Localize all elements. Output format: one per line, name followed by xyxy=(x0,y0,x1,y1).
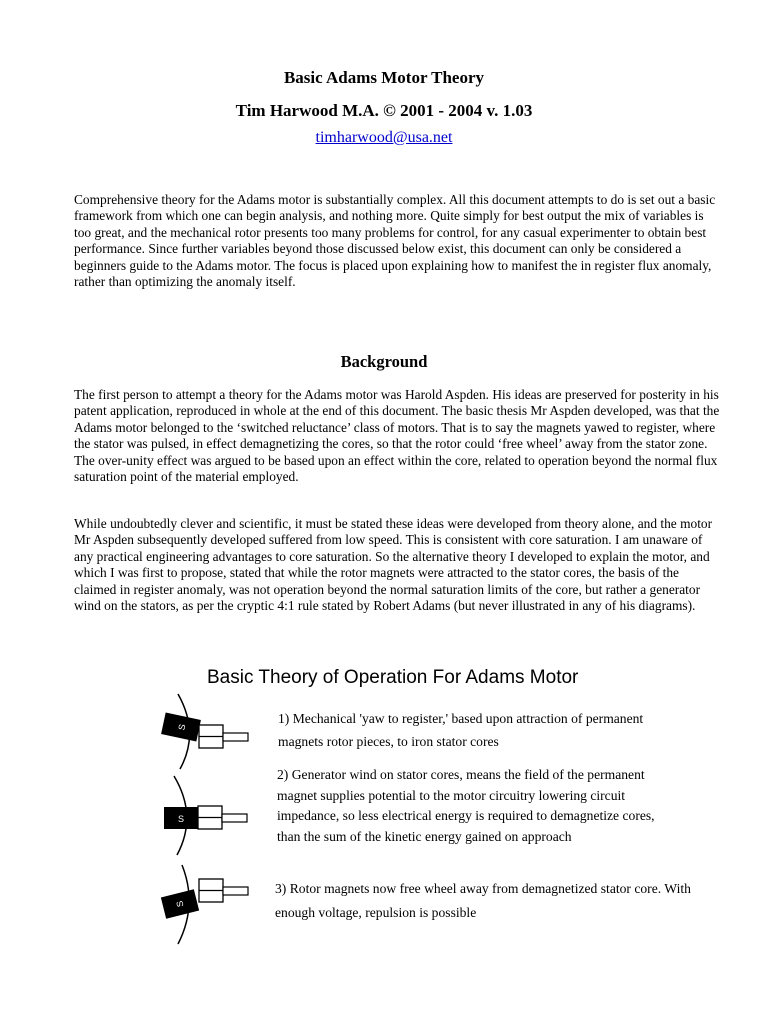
author-email-link[interactable]: timharwood@usa.net xyxy=(315,129,453,146)
author-line: Tim Harwood M.A. © 2001 - 2004 v. 1.03 xyxy=(235,101,533,120)
magnet-2-label: S xyxy=(177,814,185,824)
magnet-3-label: S xyxy=(174,899,186,909)
magnet-1-label: S xyxy=(176,723,188,732)
background-heading: Background xyxy=(340,352,428,371)
intro-paragraph: Comprehensive theory for the Adams motor is substantially complex. All this document attempts to do is set out a basic framework from which one can begin analysis, and nothing more. Quite simply for best output the mix of variables is too great, and the mechanical rotor presents too many problems for control, for any casual experimenter to obtain best performance. Since further variables beyond those discussed below exist, this document can only be considered a beginners guide to the Adams motor. The focus is placed upon explaining how to manifest the in register flux anomaly, rather than optimizing the anomaly itself. xyxy=(74,192,716,290)
stator-core-3 xyxy=(223,887,248,895)
figure-step-3: 3) Rotor magnets now free wheel away from demagnetized stator core. With enough voltage, repulsion is possible xyxy=(275,881,691,920)
magnet-1 xyxy=(161,712,201,741)
background-paragraph-2: While undoubtedly clever and scientific, it must be stated these ideas were developed from theory alone, and the motor Mr Aspden subsequently developed suffered from low speed. This is consistent with core saturation. I am unaware of any practical engineering advantages to core saturation. So the alternative theory I developed to explain the motor, and which I was first to propose, stated that while the rotor magnets were attracted to the stator cores, the basis of the claimed in register anomaly, was not operation beyond the normal saturation limits of the core, but rather a generator wind on the stators, as per the cryptic 4:1 rule stated by Robert Adams (but never illustrated in any of his diagrams). xyxy=(74,516,713,614)
stator-core-1 xyxy=(223,733,248,741)
figure-step-2: 2) Generator wind on stator cores, means the field of the permanent magnet supplies potential to the motor circuitry lowering circuit impedance, so less electrical energy is required to demagnetize cores, than the sum of the kinetic energy gained on approach xyxy=(277,767,655,845)
magnet-3 xyxy=(161,889,199,919)
document-title: Basic Adams Motor Theory xyxy=(283,68,485,87)
rotor-stage-3 xyxy=(161,865,248,944)
stator-core-2 xyxy=(222,814,247,822)
rotor-stage-2 xyxy=(164,776,247,855)
background-paragraph-1: The first person to attempt a theory for the Adams motor was Harold Aspden. His ideas are preserved for posterity in his patent application, reproduced in whole at the end of this document. The basic thesis Mr Aspden developed, was that the Adams motor belonged to the ‘switched reluctance’ class of motors. That is to say the magnets yawed to register, where the stator was pulsed, in effect demagnetizing the cores, so that the rotor could ‘free wheel’ away from the stator zone. The over-unity effect was argued to be based upon an effect within the core, related to operation beyond the normal flux saturation point of the material employed. xyxy=(74,387,720,485)
figure-title: Basic Theory of Operation For Adams Motor xyxy=(207,667,579,688)
rotor-stage-1 xyxy=(161,694,248,769)
figure-step-1: 1) Mechanical 'yaw to register,' based upon attraction of permanent magnets rotor pieces, to iron stator cores xyxy=(278,711,644,749)
